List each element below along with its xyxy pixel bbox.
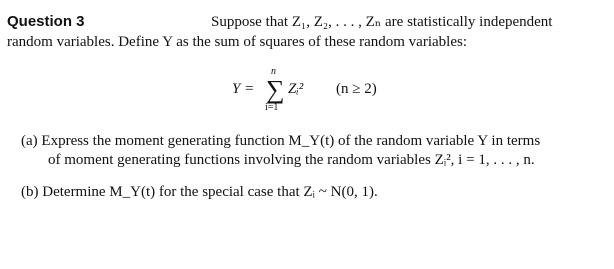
equation-lhs: Y = bbox=[232, 81, 255, 97]
intro-text-1: Suppose that Z₁, Z₂, . . . , Zₙ are statistically independent bbox=[211, 14, 553, 30]
sum-lower-limit: i=1 bbox=[265, 102, 279, 113]
equation-summand: Zᵢ² bbox=[288, 81, 304, 97]
equation-condition: (n ≥ 2) bbox=[336, 81, 377, 97]
part-b-text: Determine M_Y(t) for the special case that Zᵢ ~ N(0, 1). bbox=[42, 184, 378, 200]
intro-line-1 bbox=[7, 13, 85, 31]
part-b-label: (b) bbox=[21, 184, 39, 200]
part-a-label: (a) bbox=[21, 133, 38, 149]
part-b bbox=[21, 183, 378, 201]
intro-line-2: random variables. Define Y as the sum of squares of these random variables: bbox=[7, 34, 467, 50]
part-a bbox=[21, 132, 540, 150]
sum-upper-limit: n bbox=[271, 66, 276, 77]
part-a-line-1: Express the moment generating function M_Y(t) of the random variable Y in terms bbox=[41, 133, 541, 149]
question-title: Question 3 bbox=[7, 13, 85, 30]
summation-symbol: ∑ bbox=[266, 75, 285, 104]
part-a-line-2: of moment generating functions involving the random variables Zᵢ², i = 1, . . . , n. bbox=[48, 152, 535, 168]
sum-equation bbox=[232, 66, 432, 116]
